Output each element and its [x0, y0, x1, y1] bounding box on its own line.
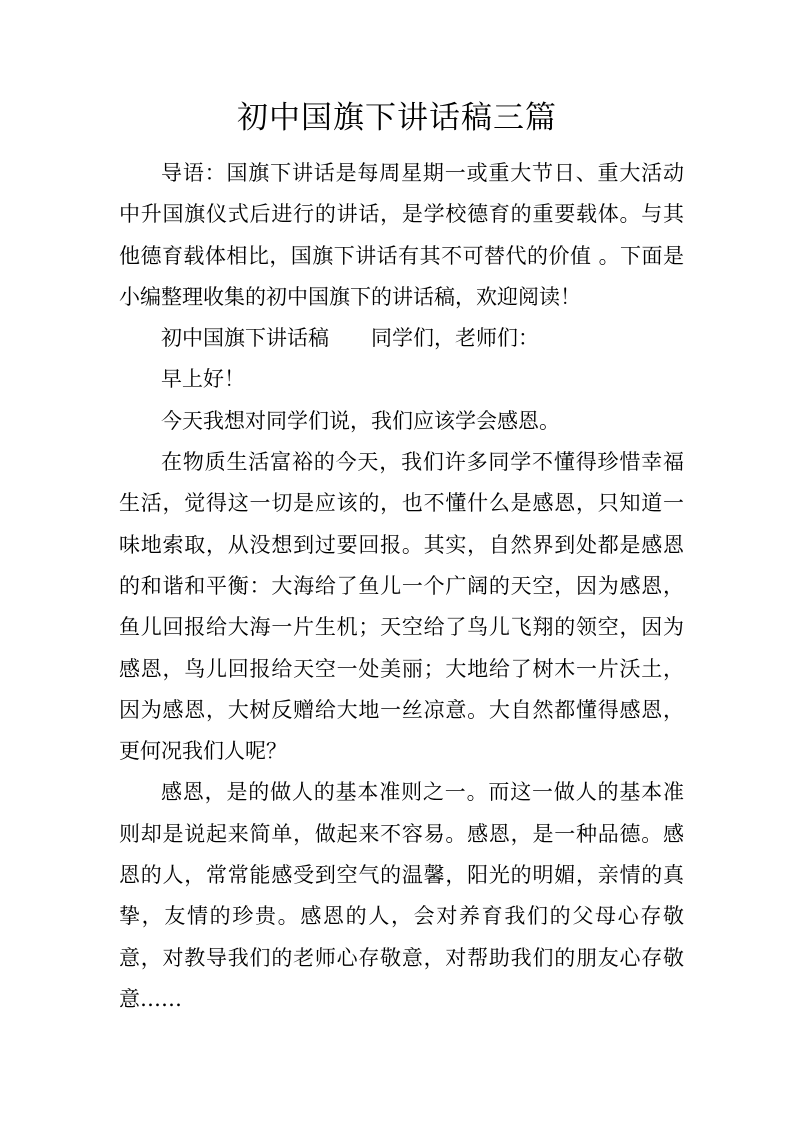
document-body [119, 153, 684, 1020]
paragraph-gratitude: 感恩，是的做人的基本准则之一。而这一做人的基本准则却是说起来简单，做起来不容易。感恩，是一种品德。感恩的人，常常能感受到空气的温馨，阳光的明媚，亲情的真挚，友情的珍贵。感恩的人，会对养育我们的父母心存敬意，对教导我们的老师心存敬意，对帮助我们的朋友心存敬意…… [119, 780, 684, 1011]
document-title: 初中国旗下讲话稿三篇 [237, 100, 557, 136]
paragraph-salutation: 初中国旗下讲话稿 同学们，老师们： [161, 326, 539, 351]
paragraph-greeting: 早上好！ [161, 367, 245, 392]
paragraph-topic: 今天我想对同学们说，我们应该学会感恩。 [161, 408, 560, 433]
paragraph-intro: 导语：国旗下讲话是每周星期一或重大节日、重大活动中升国旗仪式后进行的讲话，是学校德育的重要载体。与其他德育载体相比，国旗下讲话有其不可替代的价值 。下面是小编整理收集的初中国旗下的讲话稿，欢迎阅读！ [119, 161, 684, 309]
paragraph-nature: 在物质生活富裕的今天，我们许多同学不懂得珍惜幸福生活，觉得这一切是应该的，也不懂什么是感恩，只知道一味地索取，从没想到过要回报。其实，自然界到处都是感恩的和谐和平衡：大海给了鱼儿一个广阔的天空，因为感恩，鱼儿回报给大海一片生机；天空给了鸟儿飞翔的领空，因为感恩，鸟儿回报给天空一处美丽；大地给了树木一片沃土，因为感恩，大树反赠给大地一丝凉意。大自然都懂得感恩，更何况我们人呢？ [119, 450, 684, 764]
